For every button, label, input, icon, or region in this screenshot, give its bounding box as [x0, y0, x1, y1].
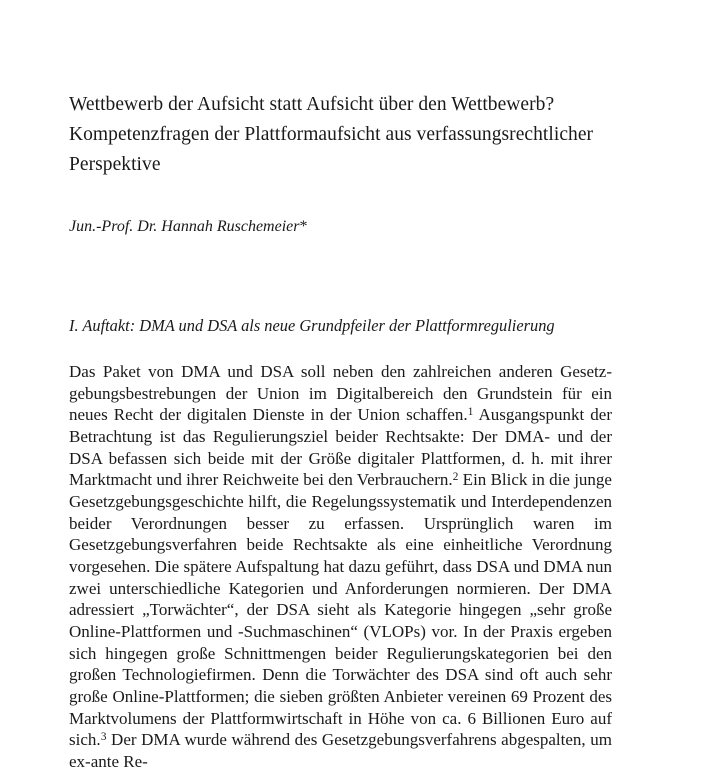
paragraph-text-segment-3: Ein Blick in die junge Gesetzgebungsgeschichte hilft, die Regelungssystematik und Interdependenzen beider Verordnungen besser zu erfassen. Ursprünglich waren im Gesetzgebungsverfahren beide Rechtsakte als eine einheitliche Verordnung vorgesehen. Die spätere Aufspaltung hat dazu geführt, dass DSA und DMA nun zwei unterschiedliche Kategorien und Anforderungen normieren. Der DMA adressiert „Torwächter“, der DSA sieht als Kategorie hingegen „sehr große Online-Plattformen und -Suchmaschinen“ (VLOPs) vor. In der Praxis ergeben sich hingegen große Schnittmengen beider Regulierungskategorien bei den großen Technologiefirmen. Denn die Torwächter des DSA sind oft auch sehr große Online-Plattformen; die sieben größten Anbieter vereinen 69 Prozent des Marktvolumens der Plattformwirtschaft in Höhe von ca. 6 Billionen Euro auf sich. [69, 470, 612, 750]
page-title: Wettbewerb der Aufsicht statt Aufsicht über den Wettbewerb? Kompetenzfragen der Plattformaufsicht aus verfassungsrechtlicher Perspektive [69, 94, 594, 175]
author-name: Jun.-Prof. Dr. Hannah Ruschemeier [69, 218, 300, 235]
author-footnote-marker: * [299, 218, 308, 235]
body-paragraph [69, 337, 612, 772]
paragraph-text-segment-4: Der DMA wurde während des Gesetzgebungsverfahrens abgespalten, um ex-ante Re- [69, 730, 612, 771]
paragraph-text-segment-1: Das Paket von DMA und DSA soll neben den zahlreichen anderen Gesetzgebungsbestrebungen der Union im Digitalbereich den Grundstein für ein neues Recht der digitalen Dienste in der Union schaffen. [69, 362, 612, 425]
page-content-column [69, 0, 612, 772]
paragraph-text-segment-2: Ausgangspunkt der Betrachtung ist das Regulierungsziel beider Rechtsakte: Der DMA- und der DSA befassen sich beide mit der Größe digitaler Plattformen, d. h. mit ihrer Marktmacht und ihrer Reichweite bei den Verbrauchern. [69, 405, 612, 490]
footnote-reference-1[interactable]: 1 [467, 406, 474, 419]
footnote-reference-2[interactable]: 2 [452, 471, 459, 484]
section-heading: I. Auftakt: DMA und DSA als neue Grundpfeiler der Plattformregulierung [69, 316, 555, 335]
footnote-reference-3[interactable]: 3 [100, 731, 107, 743]
author-byline [69, 180, 612, 238]
